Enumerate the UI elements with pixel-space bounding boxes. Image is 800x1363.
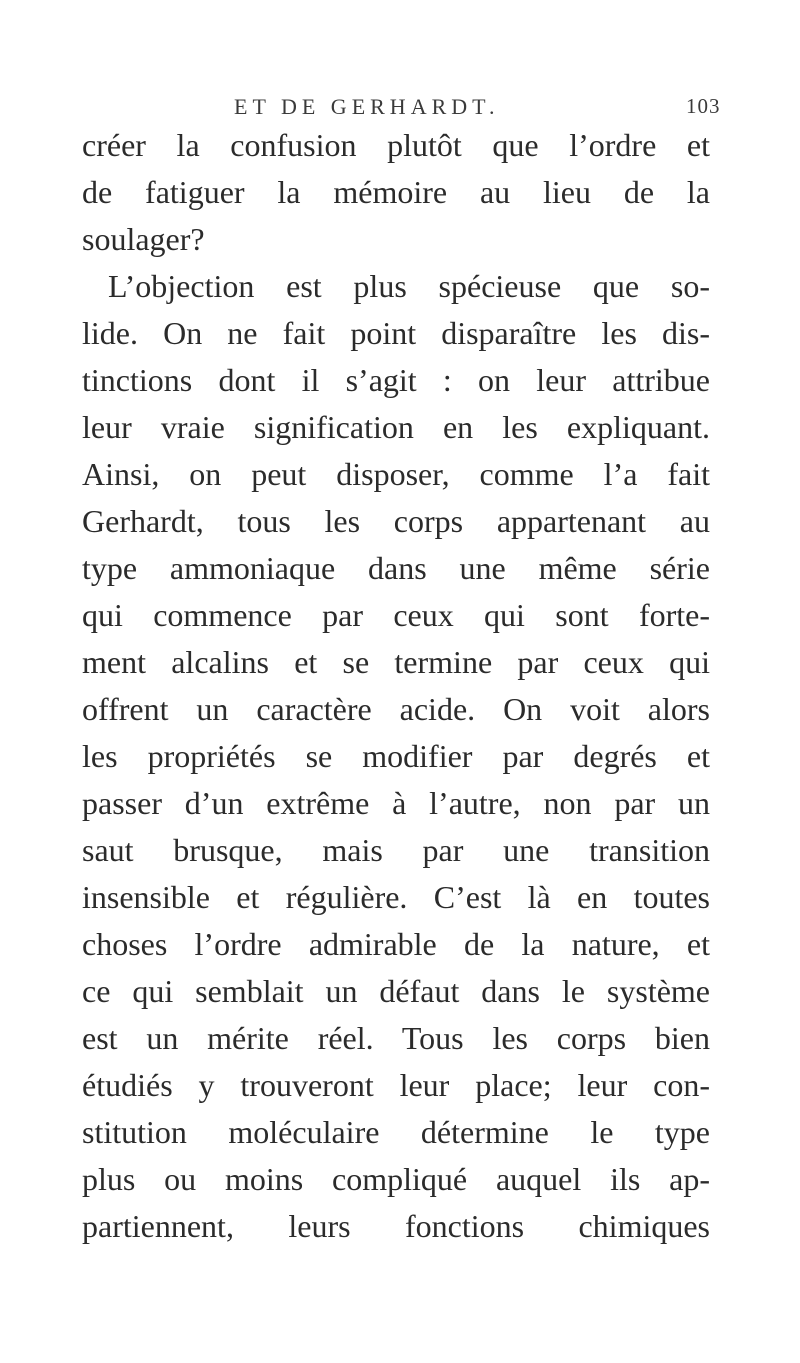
running-title: ET DE GERHARDT. bbox=[234, 94, 500, 119]
text-line: Ainsi, on peut disposer, comme l’a fait bbox=[82, 456, 710, 492]
text-line: leur vraie signification en les expliquant. bbox=[82, 409, 710, 445]
text-line: Gerhardt, tous les corps appartenant au bbox=[82, 503, 710, 539]
text-line: type ammoniaque dans une même série bbox=[82, 550, 710, 586]
text-line: de fatiguer la mémoire au lieu de la bbox=[82, 174, 710, 210]
text-line: lide. On ne fait point disparaître les dis- bbox=[82, 315, 710, 351]
page-number: 103 bbox=[686, 94, 721, 118]
text-line: offrent un caractère acide. On voit alors bbox=[82, 691, 710, 727]
text-line: créer la confusion plutôt que l’ordre et bbox=[82, 127, 710, 163]
text-line: ment alcalins et se termine par ceux qui bbox=[82, 644, 710, 680]
text-line: saut brusque, mais par une transition bbox=[82, 832, 710, 868]
text-line: étudiés y trouveront leur place; leur con- bbox=[82, 1067, 710, 1103]
text-line: choses l’ordre admirable de la nature, et bbox=[82, 926, 710, 962]
text-line: L’objection est plus spécieuse que so- bbox=[108, 268, 710, 304]
text-line: insensible et régulière. C’est là en toutes bbox=[82, 879, 710, 915]
text-line: partiennent, leurs fonctions chimiques bbox=[82, 1208, 710, 1244]
text-line: est un mérite réel. Tous les corps bien bbox=[82, 1020, 710, 1056]
text-line: stitution moléculaire détermine le type bbox=[82, 1114, 710, 1150]
text-line: les propriétés se modifier par degrés et bbox=[82, 738, 710, 774]
text-line: plus ou moins compliqué auquel ils ap- bbox=[82, 1161, 710, 1197]
text-line: ce qui semblait un défaut dans le système bbox=[82, 973, 710, 1009]
body-text bbox=[82, 122, 710, 1250]
text-line: tinctions dont il s’agit : on leur attribue bbox=[82, 362, 710, 398]
text-line: soulager? bbox=[82, 221, 205, 257]
text-line: qui commence par ceux qui sont forte- bbox=[82, 597, 710, 633]
text-line: passer d’un extrême à l’autre, non par un bbox=[82, 785, 710, 821]
